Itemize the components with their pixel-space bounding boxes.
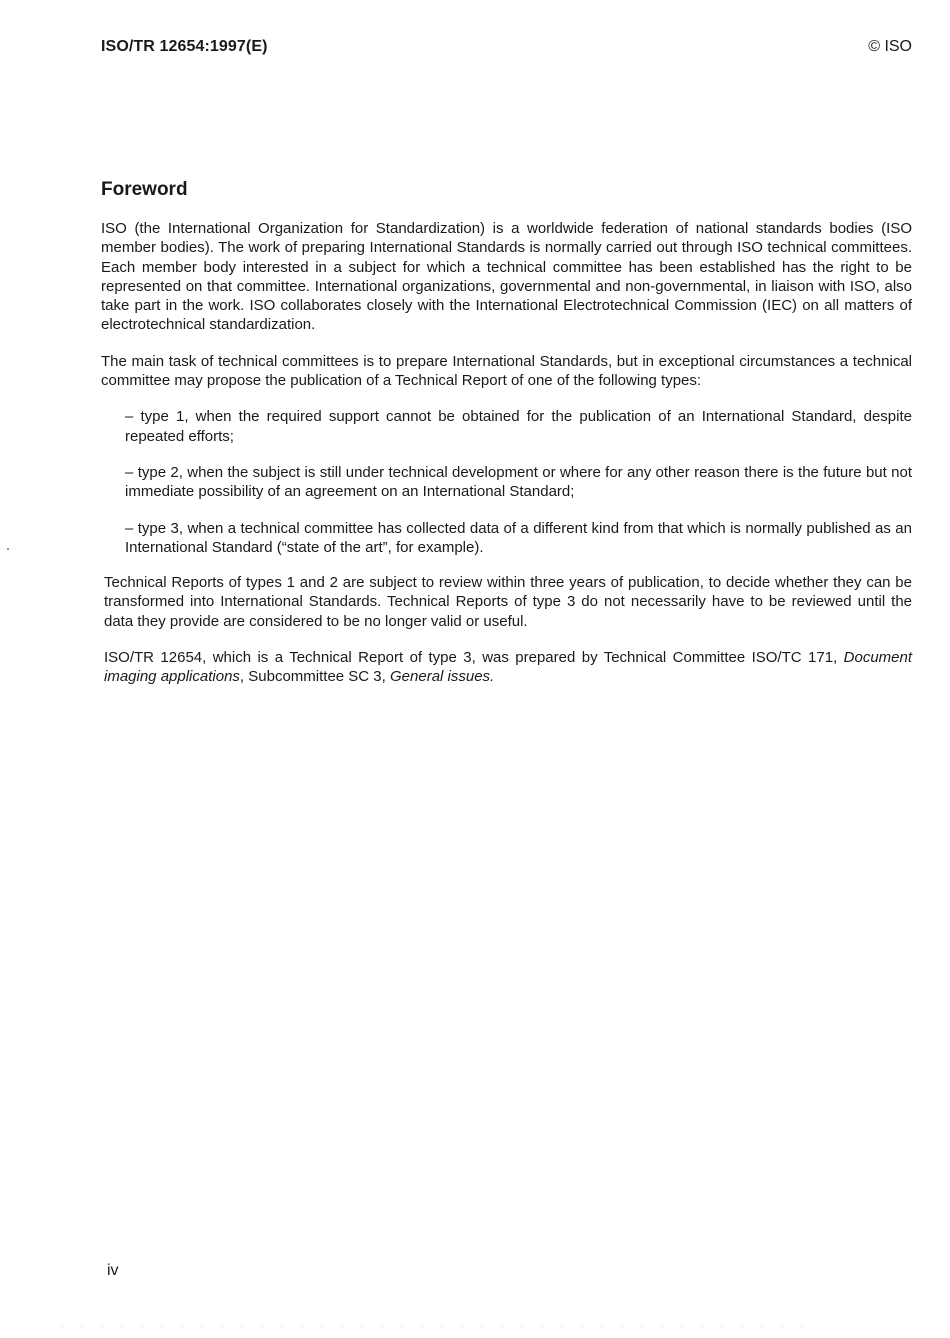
foreword-paragraph-tasks: The main task of technical committees is to prepare International Standards, but in exceptional circumstances a technical committee may propose the publication of a Technical Report of one of the following types: bbox=[101, 352, 912, 390]
scan-speck bbox=[7, 548, 9, 550]
page-number: iv bbox=[107, 1262, 119, 1279]
preparation-text-middle: , Subcommittee SC 3, bbox=[239, 668, 386, 686]
scan-artifact-line bbox=[60, 1326, 820, 1327]
foreword-paragraph-preparation bbox=[104, 648, 912, 687]
report-type-3-item: – type 3, when a technical committee has collected data of a different kind from that which is normally published as an International Standard (“state of the art”, for example). bbox=[125, 519, 912, 556]
subcommittee-title: General issues. bbox=[390, 668, 495, 686]
report-type-2-item: – type 2, when the subject is still under technical development or where for any other reason there is the future but not immediate possibility of an agreement on an International Standard; bbox=[125, 463, 912, 501]
foreword-body bbox=[101, 219, 912, 704]
foreword-heading: Foreword bbox=[101, 179, 188, 200]
document-identifier: ISO/TR 12654:1997(E) bbox=[101, 38, 268, 55]
report-type-1-item: – type 1, when the required support cannot be obtained for the publication of an International Standard, despite repeated efforts; bbox=[125, 408, 912, 445]
preparation-text-start: ISO/TR 12654, which is a Technical Report of type 3, was prepared by Technical Committee ISO/TC 171, bbox=[104, 649, 838, 667]
foreword-paragraph-review: Technical Reports of types 1 and 2 are subject to review within three years of publication, to decide whether they can be transformed into International Standards. Technical Reports of type 3 do not necessarily have to be reviewed until the data they provide are considered to be no longer valid or useful. bbox=[104, 574, 912, 630]
copyright-notice: © ISO bbox=[868, 38, 912, 55]
committee-title: Document imaging applications bbox=[104, 649, 913, 686]
foreword-paragraph-intro: ISO (the International Organization for Standardization) is a worldwide federation of national standards bodies (ISO member bodies). The work of preparing International Standards is normally carried out through ISO technical committees. Each member body interested in a subject for which a technical committee has been established has the right to be represented on that committee. International organizations, governmental and non-governmental, in liaison with ISO, also take part in the work. ISO collaborates closely with the International Electrotechnical Commission (IEC) on all matters of electrotechnical standardization. bbox=[101, 220, 912, 334]
